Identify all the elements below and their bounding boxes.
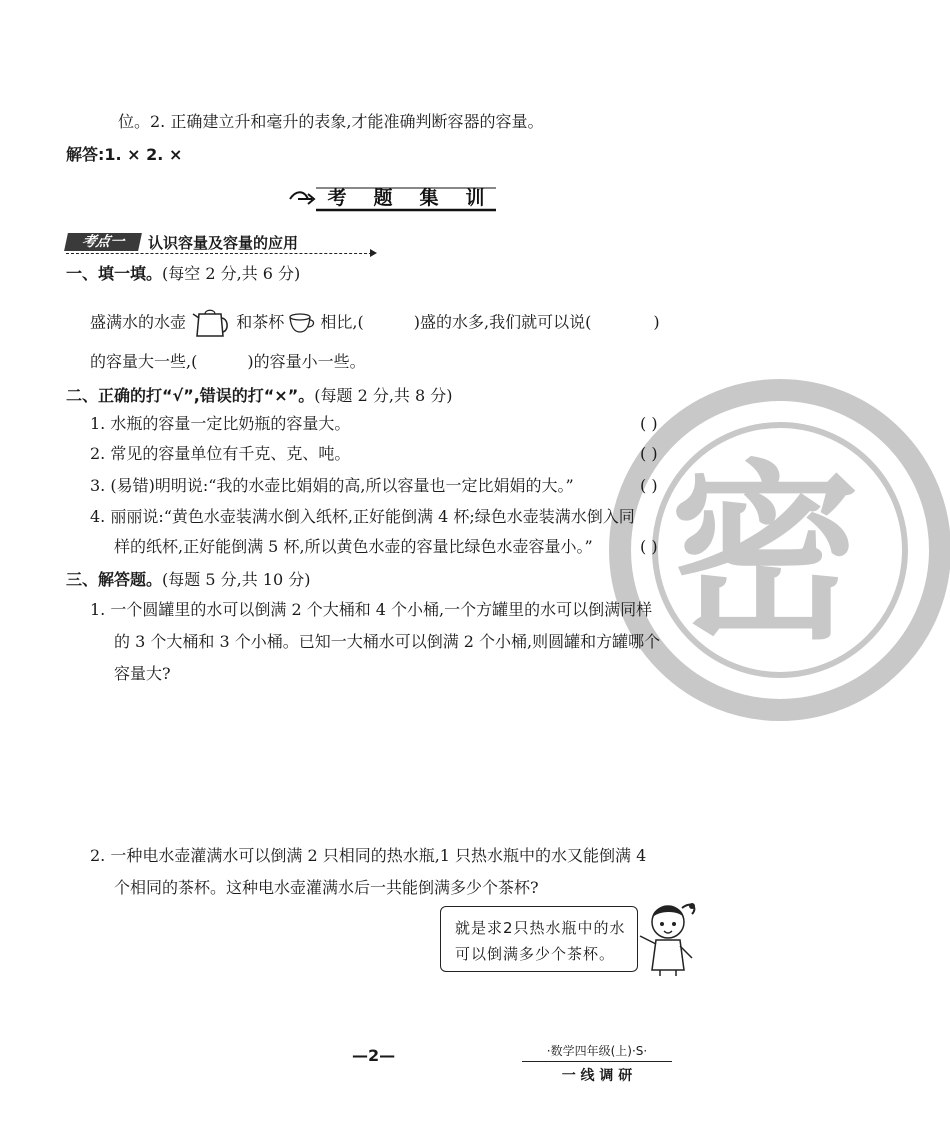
hint-line-2: 可以倒满多少个茶杯。 [455, 945, 616, 963]
teacup-icon [289, 312, 315, 334]
judge-item-2: 2. 常见的容量单位有千克、克、吨。 [90, 444, 351, 463]
banner-char-1: 考 [327, 187, 347, 209]
question-1-line-1: 1. 一个圆罐里的水可以倒满 2 个大桶和 4 个小桶,一个方罐里的水可以倒满同样 [90, 600, 653, 619]
page-number: —2— [352, 1046, 396, 1065]
hint-line-1: 就是求2只热水瓶中的水 [455, 919, 626, 937]
judge-answer-3[interactable]: ( ) [640, 476, 658, 495]
girl-cartoon-icon [636, 896, 700, 978]
judge-item-3: 3. (易错)明明说:“我的水壶比娟娟的高,所以容量也一定比娟娟的大。” [90, 476, 574, 495]
kettle-icon [191, 308, 231, 338]
question-1-line-2: 的 3 个大桶和 3 个小桶。已知一大桶水可以倒满 2 个小桶,则圆罐和方罐哪个 [114, 632, 661, 651]
question-2-line-1: 2. 一种电水壶灌满水可以倒满 2 只相同的热水瓶,1 只热水瓶中的水又能倒满 4 [90, 846, 647, 865]
judge-item-1: 1. 水瓶的容量一定比奶瓶的容量大。 [90, 414, 351, 433]
arrow-icon [370, 249, 377, 257]
judge-answer-1[interactable]: ( ) [640, 414, 658, 433]
topic-header [66, 233, 376, 255]
question-1-line-3: 容量大? [114, 664, 171, 683]
judge-item-4-cont: 样的纸杯,正好能倒满 5 杯,所以黄色水壶的容量比绿色水壶容量小。” [114, 537, 593, 556]
section-1-line-2: 的容量大一些,( )的容量小一些。 [90, 352, 366, 371]
watermark-char: 密 [670, 444, 861, 665]
previous-answer: 解答:1. × 2. × [66, 145, 183, 164]
book-label [522, 1042, 672, 1085]
hint-bubble [440, 906, 638, 972]
topic-title: 认识容量及容量的应用 [148, 234, 299, 252]
previous-analysis-line: 位。2. 正确建立升和毫升的表象,才能准确判断容器的容量。 [118, 112, 544, 131]
banner-char-2: 题 [373, 187, 393, 209]
book-series: 一 线 调 研 [561, 1068, 633, 1084]
judge-answer-2[interactable]: ( ) [640, 444, 658, 463]
section-banner [286, 184, 500, 214]
watermark-seal [610, 380, 950, 720]
section-3-heading: 三、解答题。(每题 5 分,共 10 分) [66, 570, 311, 589]
answer-area-1[interactable] [90, 690, 690, 830]
topic-underline [66, 253, 372, 254]
judge-answer-4[interactable]: ( ) [640, 537, 658, 556]
book-title: ·数学四年级(上)·S· [522, 1042, 672, 1062]
topic-tag: 考点一 [64, 233, 142, 251]
banner-char-3: 集 [419, 187, 439, 209]
section-2-heading: 二、正确的打“√”,错误的打“×”。(每题 2 分,共 8 分) [66, 386, 453, 405]
section-1-line-1: 盛满水的水壶 和茶杯 相比,( )盛的水多,我们就可以说( ) [90, 308, 660, 338]
judge-item-4: 4. 丽丽说:“黄色水壶装满水倒入纸杯,正好能倒满 4 杯;绿色水壶装满水倒入同 [90, 507, 635, 526]
section-1-heading: 一、填一填。(每空 2 分,共 6 分) [66, 264, 301, 283]
banner-char-4: 训 [465, 187, 485, 209]
question-2-line-2: 个相同的茶杯。这种电水壶灌满水后一共能倒满多少个茶杯? [114, 878, 539, 897]
